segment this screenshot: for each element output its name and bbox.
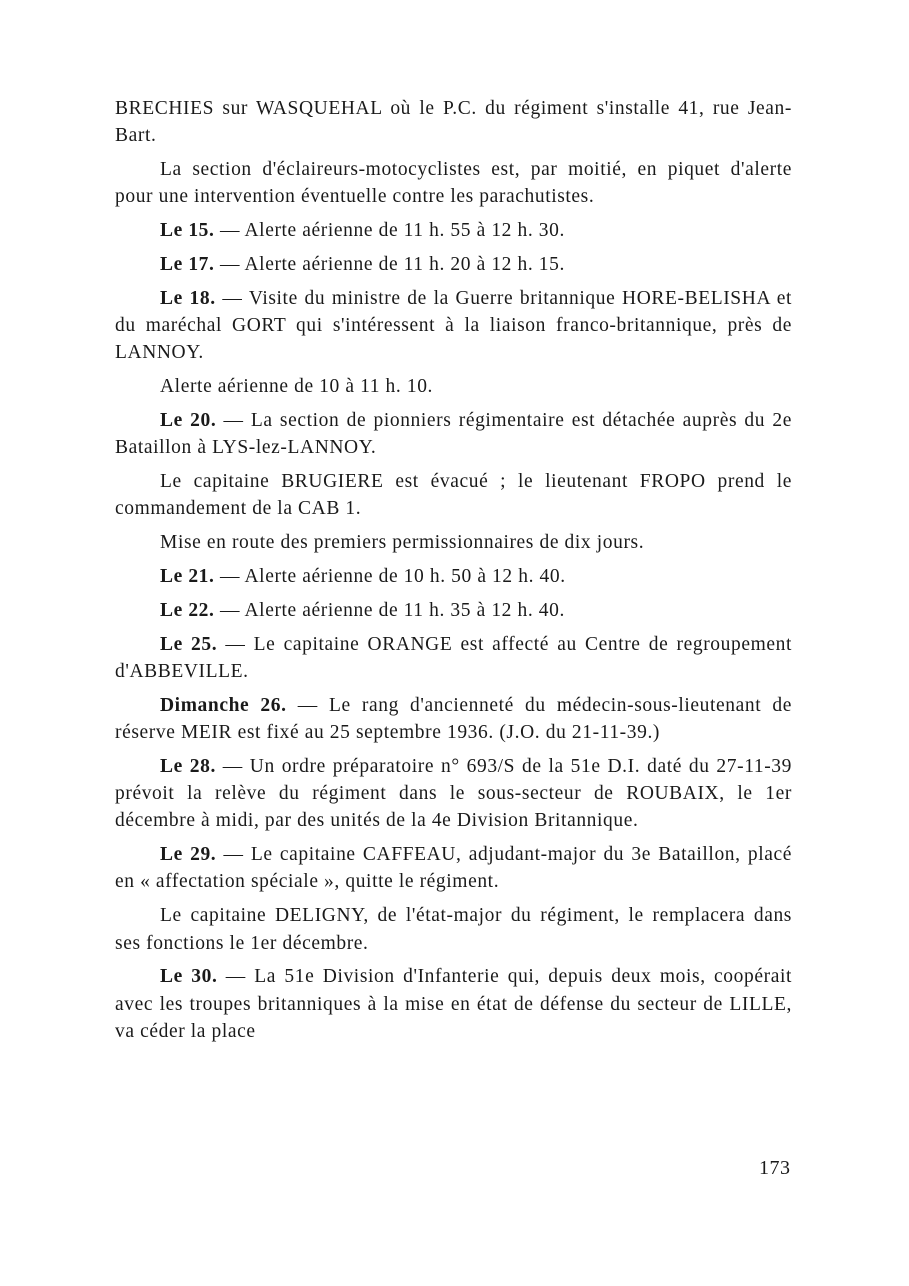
paragraph	[115, 563, 792, 590]
paragraph	[115, 407, 792, 462]
paragraph-lead: Le 28.	[160, 755, 216, 777]
paragraph-lead: Le 21.	[160, 565, 215, 587]
paragraph	[115, 529, 792, 556]
paragraph-lead: Le 29.	[160, 844, 217, 866]
paragraph-text: — Alerte aérienne de 11 h. 20 à 12 h. 15.	[214, 253, 565, 275]
paragraph	[115, 217, 792, 244]
body-text	[115, 95, 792, 1052]
paragraph-lead: Le 15.	[160, 220, 215, 242]
paragraph-text: La section d'éclaireurs-motocyclistes est, par moitié, en piquet d'alerte pour une intervention éventuelle contre les parachutistes.	[115, 159, 792, 208]
paragraph	[115, 902, 792, 957]
paragraph-lead: Le 22.	[160, 599, 215, 621]
paragraph-text: — La 51e Division d'Infanterie qui, depuis deux mois, coopérait avec les troupes britanniques à la mise en état de défense du secteur de LILLE, va céder la place	[115, 966, 792, 1042]
paragraph-text: Mise en route des premiers permissionnaires de dix jours.	[160, 532, 645, 554]
paragraph-lead: Le 30.	[160, 966, 218, 988]
paragraph-text: — La section de pionniers régimentaire est détachée auprès du 2e Bataillon à LYS-lez-LANNOY.	[115, 409, 792, 459]
paragraph-lead: Le 25.	[160, 633, 218, 655]
paragraph-text: Le capitaine DELIGNY, de l'état-major du régiment, le remplacera dans ses fonctions le 1er décembre.	[115, 905, 792, 954]
paragraph-text: — Un ordre préparatoire n° 693/S de la 51e D.I. daté du 27-11-39 prévoit la relève du régiment dans le sous-secteur de ROUBAIX, le 1er décembre à midi, par des unités de la 4e Division Britannique.	[115, 755, 792, 832]
paragraph	[115, 373, 792, 400]
paragraph	[115, 753, 792, 835]
paragraph-text: Le capitaine BRUGIERE est évacué ; le lieutenant FROPO prend le commandement de la CAB 1.	[115, 471, 792, 520]
paragraph-text: — Visite du ministre de la Guerre britannique HORE-BELISHA et du maréchal GORT qui s'intéressent à la liaison franco-britannique, près de LANNOY.	[115, 287, 792, 364]
paragraph	[115, 963, 792, 1045]
paragraph	[115, 841, 792, 896]
paragraph	[115, 285, 792, 367]
paragraph-text: — Alerte aérienne de 10 h. 50 à 12 h. 40.	[214, 565, 566, 587]
paragraph	[115, 631, 792, 686]
paragraph	[115, 692, 792, 747]
paragraph	[115, 468, 792, 523]
paragraph-lead: Le 17.	[160, 253, 215, 275]
paragraph-lead: Le 18.	[160, 287, 216, 309]
paragraph-lead: Dimanche 26.	[160, 694, 287, 716]
paragraph-text: — Le capitaine ORANGE est affecté au Centre de regroupement d'ABBEVILLE.	[115, 633, 792, 682]
paragraph	[115, 156, 792, 211]
paragraph-lead: Le 20.	[160, 409, 217, 431]
page-number: 173	[759, 1157, 791, 1179]
paragraph	[115, 597, 792, 624]
paragraph	[115, 95, 792, 150]
paragraph-text: — Le rang d'ancienneté du médecin-sous-lieutenant de réserve MEIR est fixé au 25 septembre 1936. (J.O. du 21-11-39.)	[115, 694, 792, 743]
paragraph-text: — Alerte aérienne de 11 h. 55 à 12 h. 30.	[214, 220, 565, 242]
paragraph	[115, 251, 792, 278]
paragraph-text: — Le capitaine CAFFEAU, adjudant-major du 3e Bataillon, placé en « affectation spéciale », quitte le régiment.	[115, 844, 792, 893]
paragraph-text: Alerte aérienne de 10 à 11 h. 10.	[160, 376, 434, 398]
paragraph-text: — Alerte aérienne de 11 h. 35 à 12 h. 40.	[214, 599, 565, 621]
paragraph-text: BRECHIES sur WASQUEHAL où le P.C. du régiment s'installe 41, rue Jean-Bart.	[115, 98, 792, 147]
